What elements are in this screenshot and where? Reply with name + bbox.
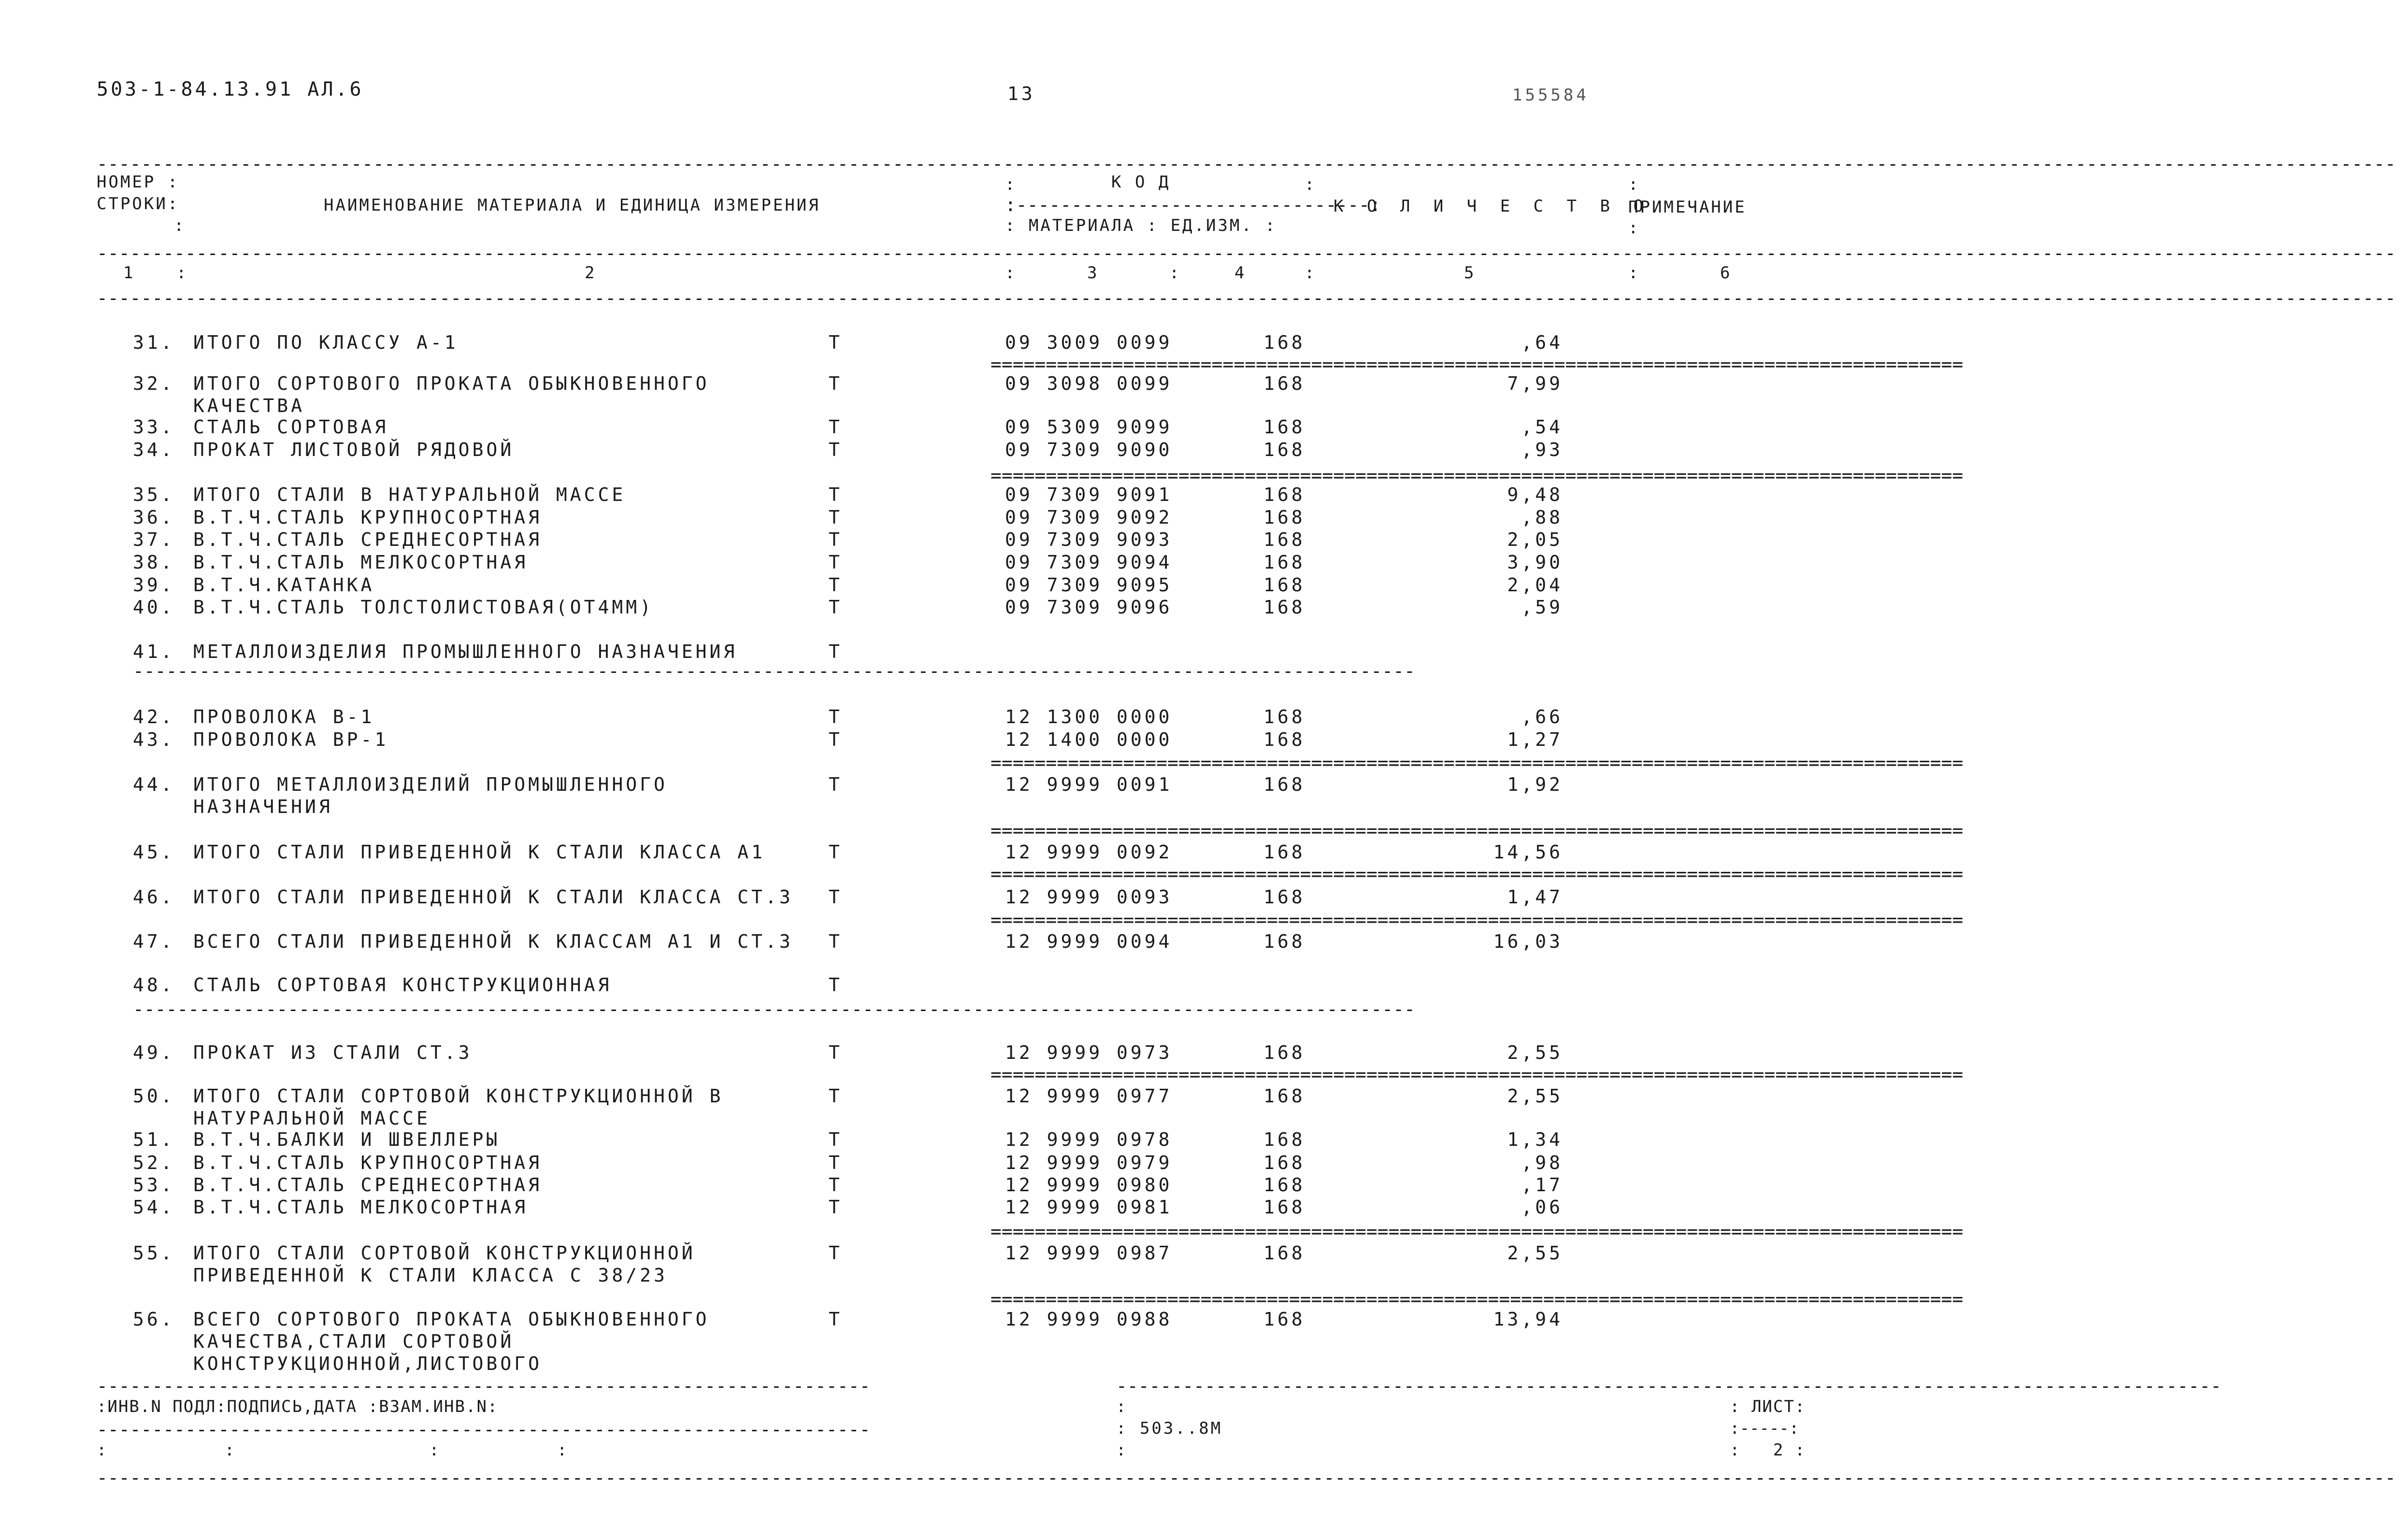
col-number-3-colon: :	[1005, 263, 1017, 283]
row-unit-code: 168	[1263, 332, 1306, 353]
header-code-subtitle: : МАТЕРИАЛА : ЕД.ИЗМ. :	[1005, 216, 1277, 235]
header-col1-line1: НОМЕР :	[97, 172, 180, 192]
row-name-line: НАТУРАЛЬНОЙ МАССЕ	[193, 1108, 430, 1129]
row-name-line: СТАЛЬ СОРТОВАЯ	[193, 416, 389, 438]
double-rule-43: ========================================================================================	[990, 752, 1964, 773]
row-name-line: В.Т.Ч.СТАЛЬ МЕЛКОСОРТНАЯ	[193, 552, 529, 573]
double-rule-54: ========================================================================================	[990, 1221, 1964, 1242]
row-code: 09 3009 0099	[1005, 332, 1173, 353]
row-unit: Т	[829, 774, 843, 795]
row-unit-code: 168	[1263, 574, 1306, 596]
row-unit: Т	[829, 841, 843, 863]
row-unit: Т	[829, 439, 843, 460]
row-number: 53.	[133, 1174, 175, 1196]
row-unit-code: 168	[1263, 416, 1306, 438]
row-quantity: 14,56	[1493, 841, 1563, 863]
row-unit-code: 168	[1263, 729, 1306, 750]
row-unit-code: 168	[1263, 1042, 1306, 1063]
row-unit-code: 168	[1263, 439, 1306, 460]
col-number-1: 1	[123, 263, 135, 283]
col-number-2: 2	[585, 263, 597, 283]
row-name-line: В.Т.Ч.СТАЛЬ СРЕДНЕСОРТНАЯ	[193, 529, 542, 550]
footer-right-top-rule: ----------------------------------------------------------------------------------------------------	[1116, 1375, 2222, 1397]
row-quantity: 2,55	[1507, 1242, 1563, 1264]
row-quantity: ,64	[1521, 332, 1563, 353]
row-name-line: ПРОВОЛОКА В-1	[193, 706, 375, 727]
row-unit: Т	[829, 1085, 843, 1107]
col-number-6-colon: :	[1628, 263, 1640, 283]
footer-bottom-rule: ----------------------------------------------------------------------------------------------------------------------------------------------------------------------------------------------------------------	[97, 1467, 2396, 1488]
row-code: 12 9999 0094	[1005, 931, 1173, 952]
header-code-colon-r: :	[1305, 175, 1317, 194]
footer-right-colon-3: :	[1116, 1440, 1128, 1460]
double-rule-34: ========================================================================================	[990, 465, 1964, 486]
row-name-line: В.Т.Ч.СТАЛЬ КРУПНОСОРТНАЯ	[193, 507, 542, 528]
row-name-line: ВСЕГО СОРТОВОГО ПРОКАТА ОБЫКНОВЕННОГО	[193, 1309, 710, 1330]
row-quantity: ,59	[1521, 597, 1563, 618]
double-rule-44: ========================================================================================	[990, 820, 1964, 841]
row-unit-code: 168	[1263, 774, 1306, 795]
row-name-line: ИТОГО СОРТОВОГО ПРОКАТА ОБЫКНОВЕННОГО	[193, 373, 710, 394]
row-quantity: 13,94	[1493, 1309, 1563, 1330]
footer-right-colon-1: :	[1116, 1397, 1128, 1416]
row-unit-code: 168	[1263, 1174, 1306, 1196]
row-quantity: ,66	[1521, 706, 1563, 727]
row-code: 09 7309 9090	[1005, 439, 1173, 460]
row-code: 12 9999 0987	[1005, 1242, 1173, 1264]
row-name-line: В.Т.Ч.СТАЛЬ МЕЛКОСОРТНАЯ	[193, 1197, 529, 1218]
row-number: 37.	[133, 529, 175, 550]
row-unit-code: 168	[1263, 529, 1306, 550]
col-number-3: 3	[1087, 263, 1099, 283]
row-number: 45.	[133, 841, 175, 863]
row-code: 12 9999 0091	[1005, 774, 1173, 795]
row-unit-code: 168	[1263, 484, 1306, 505]
row-number: 46.	[133, 886, 175, 908]
row-number: 35.	[133, 484, 175, 505]
col-number-1-colon: :	[176, 263, 188, 283]
row-quantity: 2,05	[1507, 529, 1563, 550]
header-qty-colon: :	[1628, 175, 1640, 194]
header-bottom-rule: ----------------------------------------------------------------------------------------------------------------------------------------------------------------------------------------------------------------	[97, 287, 2396, 309]
row-name-line: В.Т.Ч.КАТАНКА	[193, 574, 375, 596]
double-rule-46: ========================================================================================	[990, 909, 1964, 930]
row-unit-code: 168	[1263, 1152, 1306, 1173]
row-unit-code: 168	[1263, 886, 1306, 908]
row-code: 09 3098 0099	[1005, 373, 1173, 394]
row-number: 34.	[133, 439, 175, 460]
row-quantity: ,88	[1521, 507, 1563, 528]
header-note-title: ПРИМЕЧАНИЕ	[1628, 198, 1747, 217]
row-number: 49.	[133, 1042, 175, 1063]
col-number-4: 4	[1234, 263, 1247, 283]
col-number-5: 5	[1464, 263, 1476, 283]
row-unit: Т	[829, 574, 843, 596]
row-number: 39.	[133, 574, 175, 596]
row-unit: Т	[829, 1152, 843, 1173]
row-quantity: 1,92	[1507, 774, 1563, 795]
footer-left-cells: : : : :	[97, 1440, 570, 1460]
row-unit-code: 168	[1263, 1129, 1306, 1150]
dash-rule-41: --------------------------------------------------------------------------------------------------------------------	[133, 660, 1415, 682]
row-number: 51.	[133, 1129, 175, 1150]
footer-sheet-label: : ЛИСТ:	[1730, 1397, 1806, 1416]
row-name-line: В.Т.Ч.БАЛКИ И ШВЕЛЛЕРЫ	[193, 1129, 501, 1150]
row-name-line: В.Т.Ч.СТАЛЬ ТОЛСТОЛИСТОВАЯ(ОТ4ММ)	[193, 597, 654, 618]
row-quantity: 9,48	[1507, 484, 1563, 505]
header-col1-line3: :	[174, 216, 186, 235]
header-top-rule: ----------------------------------------------------------------------------------------------------------------------------------------------------------------------------------------------------------------	[97, 153, 2396, 174]
row-unit-code: 168	[1263, 1197, 1306, 1218]
row-unit-code: 168	[1263, 373, 1306, 394]
row-unit: Т	[829, 1242, 843, 1264]
doc-code: 503-1-84.13.91 АЛ.6	[97, 78, 364, 100]
row-name-line: КОНСТРУКЦИОННОЙ,ЛИСТОВОГО	[193, 1353, 542, 1374]
row-unit: Т	[829, 552, 843, 573]
row-unit-code: 168	[1263, 597, 1306, 618]
footer-doc-code: : 503..8М	[1116, 1419, 1223, 1438]
header-mid-rule: ----------------------------------------------------------------------------------------------------------------------------------------------------------------------------------------------------------------	[97, 242, 2396, 264]
row-number: 44.	[133, 774, 175, 795]
double-rule-49: ========================================================================================	[990, 1064, 1964, 1085]
row-name-line: ИТОГО СТАЛИ В НАТУРАЛЬНОЙ МАССЕ	[193, 484, 626, 505]
row-unit: Т	[829, 1174, 843, 1196]
row-quantity: 3,90	[1507, 552, 1563, 573]
dash-rule-48: --------------------------------------------------------------------------------------------------------------------	[133, 998, 1415, 1020]
row-quantity: 1,47	[1507, 886, 1563, 908]
row-number: 48.	[133, 974, 175, 996]
row-unit: Т	[829, 1129, 843, 1150]
row-name-line: ИТОГО СТАЛИ ПРИВЕДЕННОЙ К СТАЛИ КЛАССА А1	[193, 841, 765, 863]
footer-left-labels: :ИНВ.N ПОДЛ:ПОДПИСЬ,ДАТА :ВЗАМ.ИНВ.N:	[97, 1397, 499, 1416]
stamp-number: 155584	[1512, 86, 1589, 105]
double-rule-55: ========================================================================================	[990, 1288, 1964, 1310]
row-number: 54.	[133, 1197, 175, 1218]
row-quantity: 2,04	[1507, 574, 1563, 596]
row-number: 52.	[133, 1152, 175, 1173]
col-number-6: 6	[1720, 263, 1732, 283]
row-unit: Т	[829, 597, 843, 618]
row-code: 09 7309 9093	[1005, 529, 1173, 550]
row-code: 12 9999 0978	[1005, 1129, 1173, 1150]
row-number: 41.	[133, 641, 175, 662]
row-name-line: ИТОГО ПО КЛАССУ А-1	[193, 332, 459, 353]
row-number: 36.	[133, 507, 175, 528]
row-unit: Т	[829, 706, 843, 727]
row-name-line: МЕТАЛЛОИЗДЕЛИЯ ПРОМЫШЛЕННОГО НАЗНАЧЕНИЯ	[193, 641, 738, 662]
double-rule-45: ========================================================================================	[990, 863, 1964, 884]
row-quantity: 7,99	[1507, 373, 1563, 394]
row-quantity: ,17	[1521, 1174, 1563, 1196]
row-unit: Т	[829, 484, 843, 505]
row-unit: Т	[829, 416, 843, 438]
row-code: 12 9999 0980	[1005, 1174, 1173, 1196]
row-name-line: ИТОГО СТАЛИ СОРТОВОЙ КОНСТРУКЦИОННОЙ В	[193, 1085, 724, 1107]
row-quantity: 16,03	[1493, 931, 1563, 952]
row-quantity: 2,55	[1507, 1085, 1563, 1107]
row-code: 12 9999 0973	[1005, 1042, 1173, 1063]
row-name-line: ПРОВОЛОКА ВР-1	[193, 729, 389, 750]
row-code: 12 9999 0979	[1005, 1152, 1173, 1173]
row-quantity: 2,55	[1507, 1042, 1563, 1063]
row-name-line: СТАЛЬ СОРТОВАЯ КОНСТРУКЦИОННАЯ	[193, 974, 612, 996]
col-number-5-colon: :	[1305, 263, 1317, 283]
row-unit: Т	[829, 931, 843, 952]
row-code: 09 7309 9091	[1005, 484, 1173, 505]
row-unit: Т	[829, 886, 843, 908]
header-col1-line2: СТРОКИ:	[97, 194, 180, 214]
header-col2-title: НАИМЕНОВАНИЕ МАТЕРИАЛА И ЕДИНИЦА ИЗМЕРЕНИЯ	[324, 196, 820, 215]
row-name-line: ИТОГО СТАЛИ ПРИВЕДЕННОЙ К СТАЛИ КЛАССА СТ.3	[193, 886, 793, 908]
row-number: 31.	[133, 332, 175, 353]
footer-left-top-rule: ----------------------------------------------------------------------	[97, 1375, 871, 1397]
row-code: 12 9999 0977	[1005, 1085, 1173, 1107]
row-number: 33.	[133, 416, 175, 438]
row-quantity: ,54	[1521, 416, 1563, 438]
row-name-line: КАЧЕСТВА	[193, 395, 305, 416]
row-unit-code: 168	[1263, 1309, 1306, 1330]
row-number: 56.	[133, 1309, 175, 1330]
row-code: 12 1400 0000	[1005, 729, 1173, 750]
row-unit-code: 168	[1263, 1085, 1306, 1107]
header-code-title: К О Д	[1111, 172, 1171, 192]
row-unit: Т	[829, 974, 843, 996]
row-name-line: ИТОГО СТАЛИ СОРТОВОЙ КОНСТРУКЦИОННОЙ	[193, 1242, 696, 1264]
row-code: 12 9999 0981	[1005, 1197, 1173, 1218]
row-name-line: ПРОКАТ ИЗ СТАЛИ СТ.3	[193, 1042, 473, 1063]
page-number: 13	[1007, 83, 1035, 104]
row-number: 47.	[133, 931, 175, 952]
row-quantity: ,98	[1521, 1152, 1563, 1173]
row-code: 09 7309 9092	[1005, 507, 1173, 528]
row-code: 09 7309 9096	[1005, 597, 1173, 618]
row-name-line: ПРОКАТ ЛИСТОВОЙ РЯДОВОЙ	[193, 439, 515, 460]
row-name-line: В.Т.Ч.СТАЛЬ СРЕДНЕСОРТНАЯ	[193, 1174, 542, 1196]
row-unit: Т	[829, 529, 843, 550]
footer-sheet-sep: :-----:	[1730, 1419, 1799, 1438]
row-unit: Т	[829, 373, 843, 394]
row-name-line: НАЗНАЧЕНИЯ	[193, 796, 333, 817]
double-rule-31: ========================================================================================	[990, 354, 1964, 375]
row-number: 50.	[133, 1085, 175, 1107]
row-unit: Т	[829, 332, 843, 353]
row-unit-code: 168	[1263, 1242, 1306, 1264]
row-unit-code: 168	[1263, 507, 1306, 528]
row-name-line: ПРИВЕДЕННОЙ К СТАЛИ КЛАССА С 38/23	[193, 1265, 668, 1286]
row-unit-code: 168	[1263, 841, 1306, 863]
row-unit: Т	[829, 1309, 843, 1330]
row-code: 09 7309 9095	[1005, 574, 1173, 596]
footer-left-mid-rule: ----------------------------------------------------------------------	[97, 1419, 871, 1440]
header-note-colon: :	[1628, 218, 1640, 238]
row-unit: Т	[829, 1042, 843, 1063]
row-quantity: ,93	[1521, 439, 1563, 460]
header-qty-title: К О Л И Ч Е С Т В О	[1334, 197, 1650, 216]
row-unit-code: 168	[1263, 552, 1306, 573]
row-quantity: 1,34	[1507, 1129, 1563, 1150]
row-quantity: ,06	[1521, 1197, 1563, 1218]
footer-sheet-number: : 2 :	[1730, 1440, 1806, 1460]
row-code: 12 9999 0092	[1005, 841, 1173, 863]
row-quantity: 1,27	[1507, 729, 1563, 750]
row-code: 09 5309 9099	[1005, 416, 1173, 438]
row-number: 38.	[133, 552, 175, 573]
header-code-colon-l: :	[1005, 175, 1017, 194]
row-name-line: В.Т.Ч.СТАЛЬ КРУПНОСОРТНАЯ	[193, 1152, 542, 1173]
row-number: 42.	[133, 706, 175, 727]
header-code-divider: :--------------------------------:	[1005, 194, 1381, 215]
row-number: 43.	[133, 729, 175, 750]
row-unit: Т	[829, 729, 843, 750]
row-name-line: ИТОГО МЕТАЛЛОИЗДЕЛИЙ ПРОМЫШЛЕННОГО	[193, 774, 668, 795]
row-unit-code: 168	[1263, 931, 1306, 952]
col-number-4-colon: :	[1169, 263, 1181, 283]
row-unit: Т	[829, 641, 843, 662]
row-name-line: КАЧЕСТВА,СТАЛИ СОРТОВОЙ	[193, 1331, 515, 1352]
row-number: 55.	[133, 1242, 175, 1264]
row-code: 12 9999 0988	[1005, 1309, 1173, 1330]
row-number: 40.	[133, 597, 175, 618]
row-code: 12 9999 0093	[1005, 886, 1173, 908]
row-unit: Т	[829, 507, 843, 528]
row-code: 09 7309 9094	[1005, 552, 1173, 573]
row-unit-code: 168	[1263, 706, 1306, 727]
row-unit: Т	[829, 1197, 843, 1218]
row-name-line: ВСЕГО СТАЛИ ПРИВЕДЕННОЙ К КЛАССАМ А1 И СТ.3	[193, 931, 793, 952]
row-code: 12 1300 0000	[1005, 706, 1173, 727]
row-number: 32.	[133, 373, 175, 394]
